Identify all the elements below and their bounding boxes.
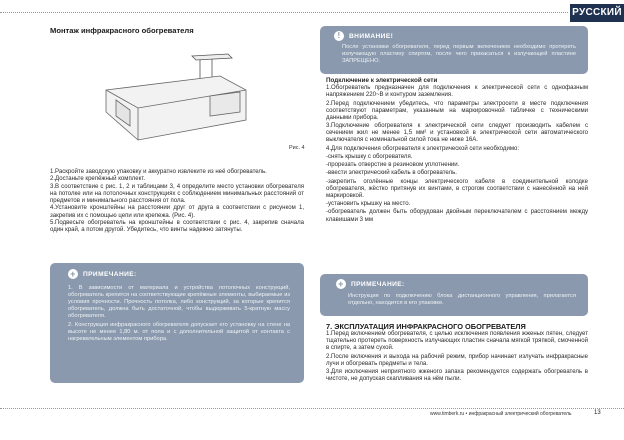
note-title: ПРИМЕЧАНИЕ:: [83, 270, 137, 278]
step-1: 1.Раскройте заводскую упаковку и аккуратно извлеките из неё обогреватель.: [50, 169, 267, 175]
operation-title: 7. ЭКСПЛУАТАЦИЯ ИНФРАКРАСНОГО ОБОГРЕВАТЕЛЯ: [326, 322, 526, 331]
exclamation-icon: !: [334, 31, 344, 41]
conn-item-2: 2.Перед подключением убедитесь, что параметры электросети в месте подключения соответствуют параметрам, указанным на маркировочной табличке с техническими данными прибора.: [326, 100, 588, 121]
note-paragraph-1: 1. В зависимости от материала и устройства потолочных конструкций, обогреватель крепится на соответствующие крепёжные элементы, выбираемые из условия прочности. Прочность потолка, либо конструкций, за которые крепится обогреватель, должна быть достаточной, чтобы выдерживать 5-кратную массу обогревателя.: [68, 285, 290, 319]
conn-item-4: 4.Для подключения обогревателя к электрической сети необходимо:: [326, 145, 520, 152]
step-2: 2.Достаньте крепёжный комплект.: [50, 176, 146, 183]
step-5: 5.Подвесьте обогреватель на кронштейны в соответствии с рис. 4, закрепив сначала один край, а потом другой. Убедитесь, что винты надежно затянуты.: [50, 220, 304, 234]
left-column: [50, 26, 304, 35]
mounting-steps: [50, 169, 304, 235]
operation-item-1: 1.Перед включением обогревателя, с целью исключения появления жженых пятен, следует тщательно протереть поверхность излучающих пластин сначала мягкой тряпкой, смоченной в спирте, а затем сухой.: [326, 331, 588, 352]
warning-box: [320, 26, 588, 74]
bottom-divider: [0, 408, 624, 409]
warning-header: [334, 31, 576, 41]
language-tab: РУССКИЙ: [570, 4, 624, 22]
note2-body: Инструкция по подключению блока дистанционного управления, прилагается отдельно, находится в его упаковке.: [348, 293, 576, 306]
conn-item-6: -прорезать отверстие в резиновом уплотнении.: [326, 162, 460, 169]
warning-title: ВНИМАНИЕ!: [349, 32, 394, 40]
conn-item-5: -снять крышку с обогревателя.: [326, 153, 413, 160]
conn-item-3: 3.Подключение обогревателя к электрической сети следует производить кабелем с сечением жил не менее 1,5 мм² и установкой в электрической сети автоматического выключателя с номинальной силой тока не ниже 16А.: [326, 123, 588, 144]
figure-caption: Рис. 4: [289, 145, 305, 151]
operation-item-3: 3.Для исключения неприятного жженого запаха рекомендуется содержать обогреватель в чистоте, не допуская скапливания на нём пыли.: [326, 369, 588, 383]
note-body: [68, 285, 290, 343]
connection-section: [326, 77, 588, 225]
top-divider: [0, 12, 568, 13]
note-header: [68, 269, 290, 279]
conn-item-7: -ввести электрический кабель в обогреватель.: [326, 170, 457, 177]
operation-item-2: 2.После включения и выхода на рабочий режим, прибор начинает излучать инфракрасные лучи и обогревать предметы и тела.: [326, 353, 588, 367]
step-3: 3.В соответствие с рис. 1, 2 и таблицами 3, 4 определите место установки обогревателя на потолке или на потолочных конструкциях с соблюдением минимальных расстояний от предметов и минимального расстояния от пола.: [50, 183, 304, 205]
remote-note: [320, 274, 588, 316]
conn-item-10: -обогреватель должен быть оборудован двойным переключателем с расстоянием между клавишами 3 мм: [326, 209, 588, 223]
connection-subtitle: Подключение к электрической сети: [326, 77, 438, 84]
note2-header: [336, 279, 576, 289]
operation-section: [326, 323, 588, 385]
plus-icon: +: [336, 279, 346, 289]
footer-text: www.timberk.ru • инфракрасный электрический обогреватель: [430, 411, 572, 417]
heater-mounting-illustration: [50, 50, 304, 160]
page-number: 13: [594, 410, 601, 416]
section-title: Монтаж инфракрасного обогревателя: [50, 26, 194, 35]
mounting-note: [50, 263, 304, 383]
note-paragraph-2: 2. Конструкция инфракрасного обогревателя допускает его установку на стене на высоте не менее 1,80 м. от пола и с дополнительной защитой от контакта с нагревательным элементом прибора.: [68, 322, 290, 342]
note2-title: ПРИМЕЧАНИЕ:: [351, 280, 405, 288]
conn-item-1: 1.Обогреватель предназначен для подключения к электрической сети с однофазным напряжением 220~В и контуром заземления.: [326, 85, 588, 99]
conn-item-8: -закрепить оголённые концы электрического кабеля в соединительной колодке обогревателя, жёстко притянув их винтами, в строгом соответствии с нанесённой на ней маркировкой.: [326, 178, 588, 199]
plus-icon: +: [68, 269, 78, 279]
heater-body-icon: [106, 76, 246, 140]
conn-item-9: -установить крышку на место.: [326, 201, 411, 208]
step-4: 4.Установите кронштейны на расстоянии друг от друга в соответствии с рисунком 1, закрепив их с помощью цепи или крепежа. (Рис. 4).: [50, 205, 304, 219]
warning-body: После установки обогревателя, перед первым включением необходимо протереть излучающую пластину спиртом, после чего прикасаться к излучающей пластине ЗАПРЕЩЕНО.: [342, 44, 576, 64]
